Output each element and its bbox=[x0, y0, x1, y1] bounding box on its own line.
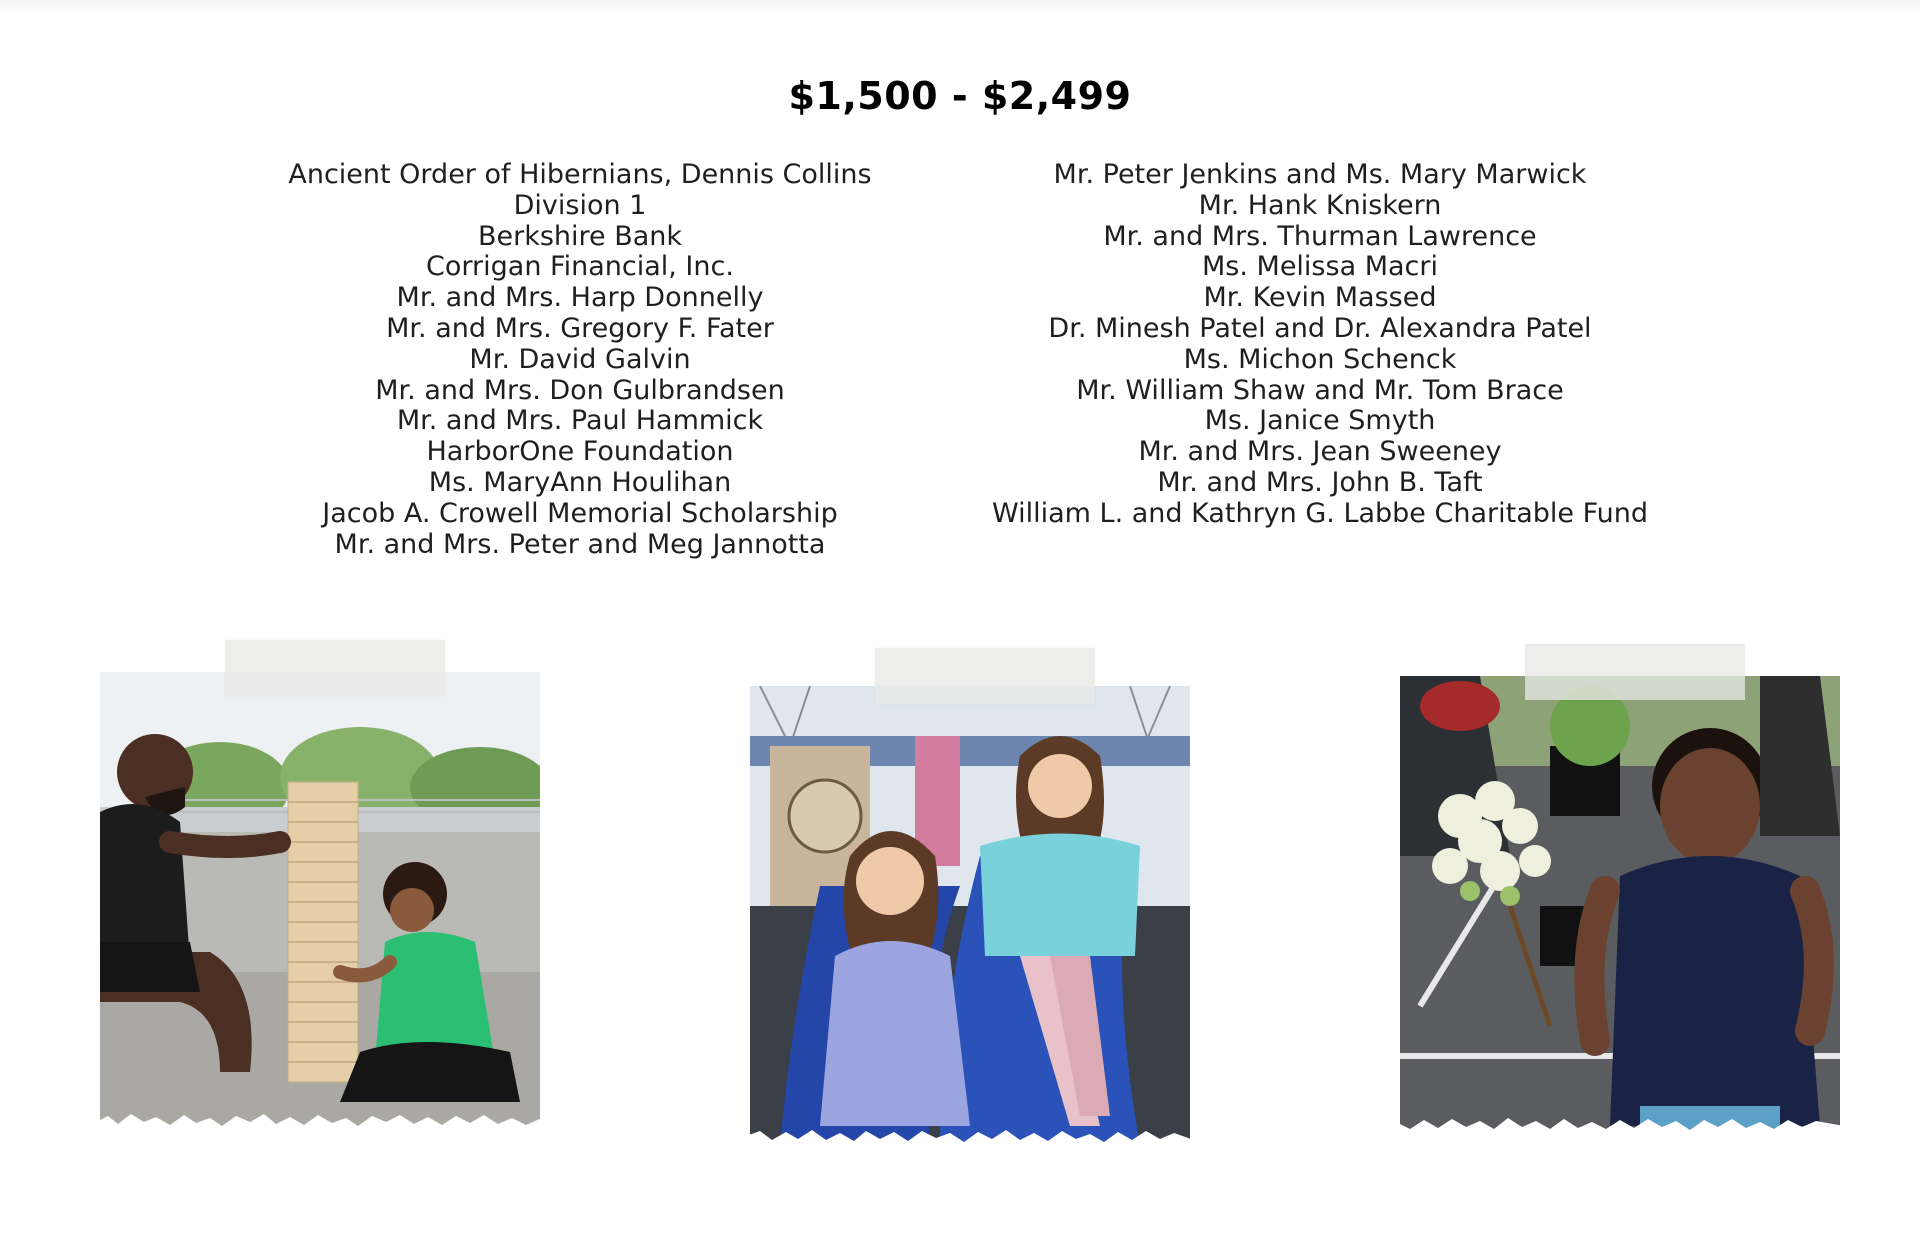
tape-strip bbox=[875, 648, 1095, 704]
tape-strip bbox=[225, 640, 445, 696]
donor-name: Mr. David Galvin bbox=[469, 343, 691, 375]
donor-name: Mr. Peter Jenkins and Ms. Mary Marwick bbox=[1053, 159, 1587, 190]
donor-name: Ancient Order of Hibernians, Dennis Collins Division 1 bbox=[288, 159, 872, 221]
donor-name: Dr. Minesh Patel and Dr. Alexandra Patel bbox=[1048, 312, 1592, 344]
donor-name: Ms. MaryAnn Houlihan bbox=[428, 466, 732, 498]
donor-name: William L. and Kathryn G. Labbe Charitable Fund bbox=[991, 497, 1648, 529]
jenga-scene-image bbox=[100, 672, 540, 1130]
tier-heading: $1,500 - $2,499 bbox=[788, 74, 1132, 118]
donor-name: Mr. and Mrs. Peter and Meg Jannotta bbox=[334, 528, 826, 560]
tape-strip bbox=[1525, 644, 1745, 700]
donor-name: Mr. and Mrs. Harp Donnelly bbox=[396, 282, 764, 314]
donor-name: Mr. Hank Kniskern bbox=[1198, 189, 1442, 221]
photo-girls-on-slide bbox=[750, 686, 1190, 1146]
photo-image bbox=[1400, 676, 1840, 1134]
donor-name: Mr. and Mrs. Paul Hammick bbox=[396, 405, 764, 437]
donor-list-right bbox=[990, 160, 1650, 530]
flowers-scene-image bbox=[1400, 676, 1840, 1134]
donor-list-left bbox=[240, 160, 920, 560]
donor-name: Ms. Melissa Macri bbox=[1202, 251, 1438, 283]
slide-scene-image bbox=[750, 686, 1190, 1146]
donor-name: Mr. and Mrs. Don Gulbrandsen bbox=[375, 374, 785, 406]
photo-jenga-game bbox=[100, 672, 540, 1130]
donor-name: Mr. and Mrs. Jean Sweeney bbox=[1138, 436, 1502, 468]
donor-name: Ms. Michon Schenck bbox=[1183, 343, 1457, 375]
torn-paper-edge bbox=[96, 1112, 544, 1140]
photo-boy-with-flowers bbox=[1400, 676, 1840, 1134]
donor-name: Berkshire Bank bbox=[477, 220, 683, 252]
photo-image bbox=[750, 686, 1190, 1146]
donor-name: Mr. Kevin Massed bbox=[1203, 282, 1437, 314]
donor-name: HarborOne Foundation bbox=[426, 436, 734, 468]
donor-name: Corrigan Financial, Inc. bbox=[426, 251, 734, 283]
donor-name: Mr. and Mrs. John B. Taft bbox=[1157, 466, 1483, 498]
photo-image bbox=[100, 672, 540, 1130]
top-divider bbox=[0, 0, 1920, 14]
torn-paper-edge bbox=[746, 1128, 1194, 1156]
donor-name: Mr. William Shaw and Mr. Tom Brace bbox=[1076, 374, 1564, 406]
donor-name: Jacob A. Crowell Memorial Scholarship bbox=[322, 497, 838, 529]
torn-paper-edge bbox=[1396, 1116, 1844, 1144]
donor-name: Mr. and Mrs. Thurman Lawrence bbox=[1103, 220, 1537, 252]
donor-name: Mr. and Mrs. Gregory F. Fater bbox=[386, 312, 774, 344]
donor-name: Ms. Janice Smyth bbox=[1204, 405, 1436, 437]
